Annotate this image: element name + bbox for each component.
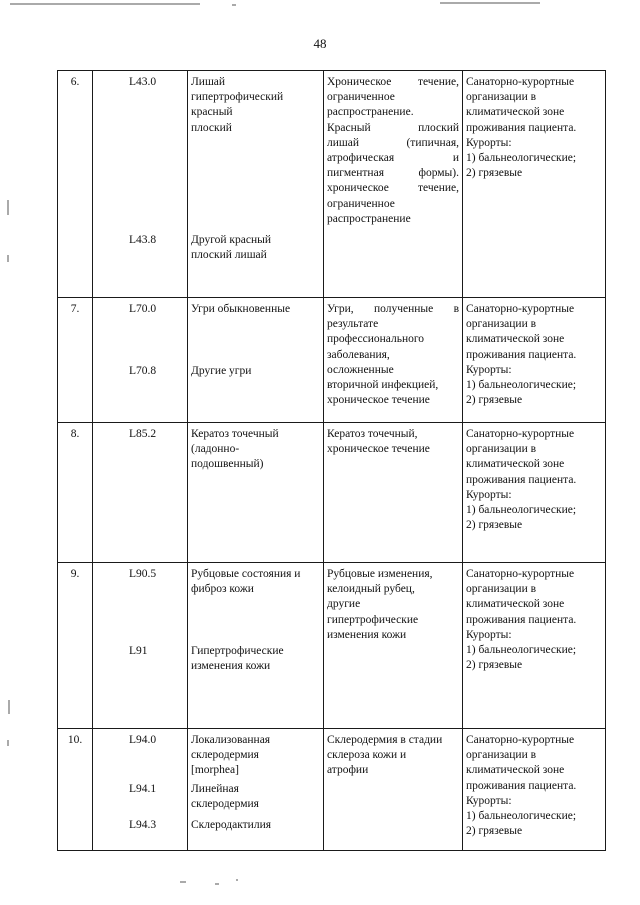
row-number: 7. (70, 303, 80, 315)
table-row (58, 423, 606, 563)
clinical-description-line: распространение. (327, 106, 414, 119)
recommendation-line: проживания пациента. (466, 121, 577, 134)
icd-code: L70.8 (129, 365, 157, 377)
clinical-description-line: хроническое течение (327, 443, 430, 456)
recommendation-line: организации в (466, 91, 537, 104)
diagnosis-name-entry (191, 567, 320, 597)
clinical-description-line: Красный плоский (327, 121, 459, 134)
diagnosis-name-cell (188, 298, 324, 423)
icd-code-entry (96, 567, 184, 582)
row-number: 6. (70, 76, 80, 88)
clinical-description-cell (324, 729, 463, 851)
diagnosis-name-line: склеродермия (191, 798, 259, 811)
recommendation-line: организации в (466, 318, 537, 331)
row-number-cell (58, 563, 93, 729)
recommendation-line: Санаторно-курортные (466, 303, 575, 315)
diagnosis-name-line: Кератоз точечный (191, 428, 279, 440)
icd-code-entry (96, 644, 184, 659)
diagnosis-name-entry (191, 75, 320, 136)
diagnosis-name-line: (ладонно- (191, 443, 240, 456)
recommendation-line: Санаторно-курортные (466, 428, 575, 440)
clinical-description-line: другие (327, 598, 361, 611)
recommendation-line: климатической зоне (466, 598, 565, 611)
treatment-table (57, 70, 606, 851)
diagnosis-name-entry (191, 233, 320, 263)
clinical-description-line: гипертрофические (327, 613, 419, 626)
recommendation-line: организации в (466, 749, 537, 762)
diagnosis-name-line: склеродермия (191, 749, 259, 762)
icd-code: L43.0 (129, 76, 157, 88)
diagnosis-name-line: красный (191, 106, 233, 119)
clinical-description-line: ограниченное (327, 91, 395, 104)
recommendation-cell (463, 298, 606, 423)
recommendation-line: 1) бальнеологические; (466, 504, 577, 517)
icd-code-entry (96, 733, 184, 748)
recommendation-line: климатической зоне (466, 106, 565, 119)
diagnosis-name-line: Локализованная (191, 734, 271, 746)
recommendation-line: проживания пациента. (466, 613, 577, 626)
clinical-description-line: результате (327, 318, 379, 331)
recommendation-line: организации в (466, 443, 537, 456)
clinical-description-line: Склеродермия в стадии (327, 734, 443, 746)
diagnosis-name-line: Лишай (191, 76, 226, 88)
clinical-description-line: распространение (327, 212, 411, 225)
recommendation-line: 2) грязевые (466, 519, 523, 532)
diagnosis-name-cell (188, 563, 324, 729)
clinical-description-line: лишай (типичная, (327, 136, 459, 149)
diagnosis-name-entry (191, 364, 320, 379)
recommendation-line: климатической зоне (466, 764, 565, 777)
diagnosis-name-line: Линейная (191, 783, 239, 795)
icd-code-cell (93, 729, 188, 851)
recommendation-line: 1) бальнеологические; (466, 810, 577, 823)
table-row (58, 729, 606, 851)
clinical-description-line: профессионального (327, 333, 425, 346)
clinical-description-line: Рубцовые изменения, (327, 568, 433, 580)
icd-code-cell (93, 71, 188, 298)
recommendation-line: 1) бальнеологические; (466, 152, 577, 165)
diagnosis-name-line: [morphea] (191, 764, 239, 777)
clinical-description-line: склероза кожи и (327, 749, 407, 762)
recommendation-line: Курорты: (466, 628, 512, 641)
icd-code-entry (96, 75, 184, 90)
icd-code-cell (93, 423, 188, 563)
diagnosis-name-line: Склеродактилия (191, 819, 272, 831)
icd-code-cell (93, 298, 188, 423)
page-number: 48 (313, 36, 327, 51)
clinical-description-line: заболевания, (327, 348, 390, 361)
clinical-description-cell (324, 563, 463, 729)
recommendation-cell (463, 423, 606, 563)
row-number: 10. (67, 734, 83, 746)
recommendation-line: проживания пациента. (466, 473, 577, 486)
recommendation-line: организации в (466, 583, 537, 596)
diagnosis-name-entry (191, 302, 320, 317)
diagnosis-name-line: Угри обыкновенные (191, 303, 291, 315)
clinical-description-line: атрофии (327, 764, 369, 777)
table-row (58, 71, 606, 298)
icd-code: L91 (129, 645, 148, 657)
clinical-description-cell (324, 71, 463, 298)
diagnosis-name-cell (188, 71, 324, 298)
recommendation-line: Санаторно-курортные (466, 734, 575, 746)
recommendation-line: проживания пациента. (466, 779, 577, 792)
clinical-description-line: вторичной инфекцией, (327, 379, 439, 392)
recommendation-line: 2) грязевые (466, 659, 523, 672)
clinical-description-line: атрофическая и (327, 152, 459, 165)
recommendation-line: 2) грязевые (466, 167, 523, 180)
recommendation-line: Санаторно-курортные (466, 568, 575, 580)
row-number: 8. (70, 428, 80, 440)
icd-code: L94.1 (129, 783, 157, 795)
diagnosis-name-line: гипертрофический (191, 91, 284, 104)
clinical-description-line: ограниченное (327, 197, 395, 210)
diagnosis-name-entry (191, 818, 320, 833)
recommendation-line: проживания пациента. (466, 348, 577, 361)
diagnosis-name-cell (188, 729, 324, 851)
diagnosis-name-line: плоский лишай (191, 249, 267, 262)
icd-code-entry (96, 427, 184, 442)
icd-code: L85.2 (129, 428, 157, 440)
recommendation-line: климатической зоне (466, 333, 565, 346)
clinical-description-line: осложненные (327, 363, 394, 376)
diagnosis-name-cell (188, 423, 324, 563)
clinical-description-line: Кератоз точечный, (327, 428, 418, 440)
diagnosis-name-line: Другой красный (191, 234, 271, 246)
diagnosis-name-line: фиброз кожи (191, 583, 254, 596)
recommendation-cell (463, 563, 606, 729)
diagnosis-name-line: Гипертрофические (191, 645, 284, 657)
clinical-description-line: пигментная формы). (327, 167, 459, 180)
diagnosis-name-line: Рубцовые состояния и (191, 568, 301, 580)
recommendation-line: 2) грязевые (466, 394, 523, 407)
recommendation-line: 1) бальнеологические; (466, 379, 577, 392)
recommendation-line: Курорты: (466, 794, 512, 807)
recommendation-cell (463, 71, 606, 298)
diagnosis-name-line: подошвенный) (191, 458, 264, 471)
recommendation-line: 1) бальнеологические; (466, 644, 577, 657)
recommendation-line: 2) грязевые (466, 825, 523, 838)
diagnosis-name-entry (191, 733, 320, 779)
icd-code-entry (96, 302, 184, 317)
recommendation-line: Курорты: (466, 363, 512, 376)
icd-code: L94.0 (129, 734, 157, 746)
icd-code: L90.5 (129, 568, 157, 580)
recommendation-line: климатической зоне (466, 458, 565, 471)
recommendation-line: Курорты: (466, 136, 512, 149)
row-number-cell (58, 298, 93, 423)
clinical-description-line: хроническое течение (327, 394, 430, 407)
diagnosis-name-entry (191, 644, 320, 674)
clinical-description-line: келоидный рубец, (327, 583, 415, 596)
diagnosis-name-entry (191, 782, 320, 812)
icd-code-entry (96, 782, 184, 797)
clinical-description-cell (324, 298, 463, 423)
clinical-description-line: хроническое течение, (327, 182, 459, 195)
icd-code-entry (96, 818, 184, 833)
row-number: 9. (70, 568, 80, 580)
diagnosis-name-line: Другие угри (191, 365, 252, 377)
table-row (58, 298, 606, 423)
recommendation-cell (463, 729, 606, 851)
diagnosis-name-line: плоский (191, 121, 232, 134)
table-row (58, 563, 606, 729)
icd-code: L94.3 (129, 819, 157, 831)
clinical-description-line: Хроническое течение, (327, 76, 459, 88)
recommendation-line: Курорты: (466, 488, 512, 501)
clinical-description-cell (324, 423, 463, 563)
row-number-cell (58, 423, 93, 563)
row-number-cell (58, 71, 93, 298)
icd-code-cell (93, 563, 188, 729)
clinical-description-line: Угри, полученные в (327, 303, 459, 315)
icd-code: L70.0 (129, 303, 157, 315)
diagnosis-name-line: изменения кожи (191, 660, 271, 673)
icd-code-entry (96, 364, 184, 379)
clinical-description-line: изменения кожи (327, 628, 407, 641)
icd-code-entry (96, 233, 184, 248)
diagnosis-name-entry (191, 427, 320, 473)
recommendation-line: Санаторно-курортные (466, 76, 575, 88)
icd-code: L43.8 (129, 234, 157, 246)
row-number-cell (58, 729, 93, 851)
